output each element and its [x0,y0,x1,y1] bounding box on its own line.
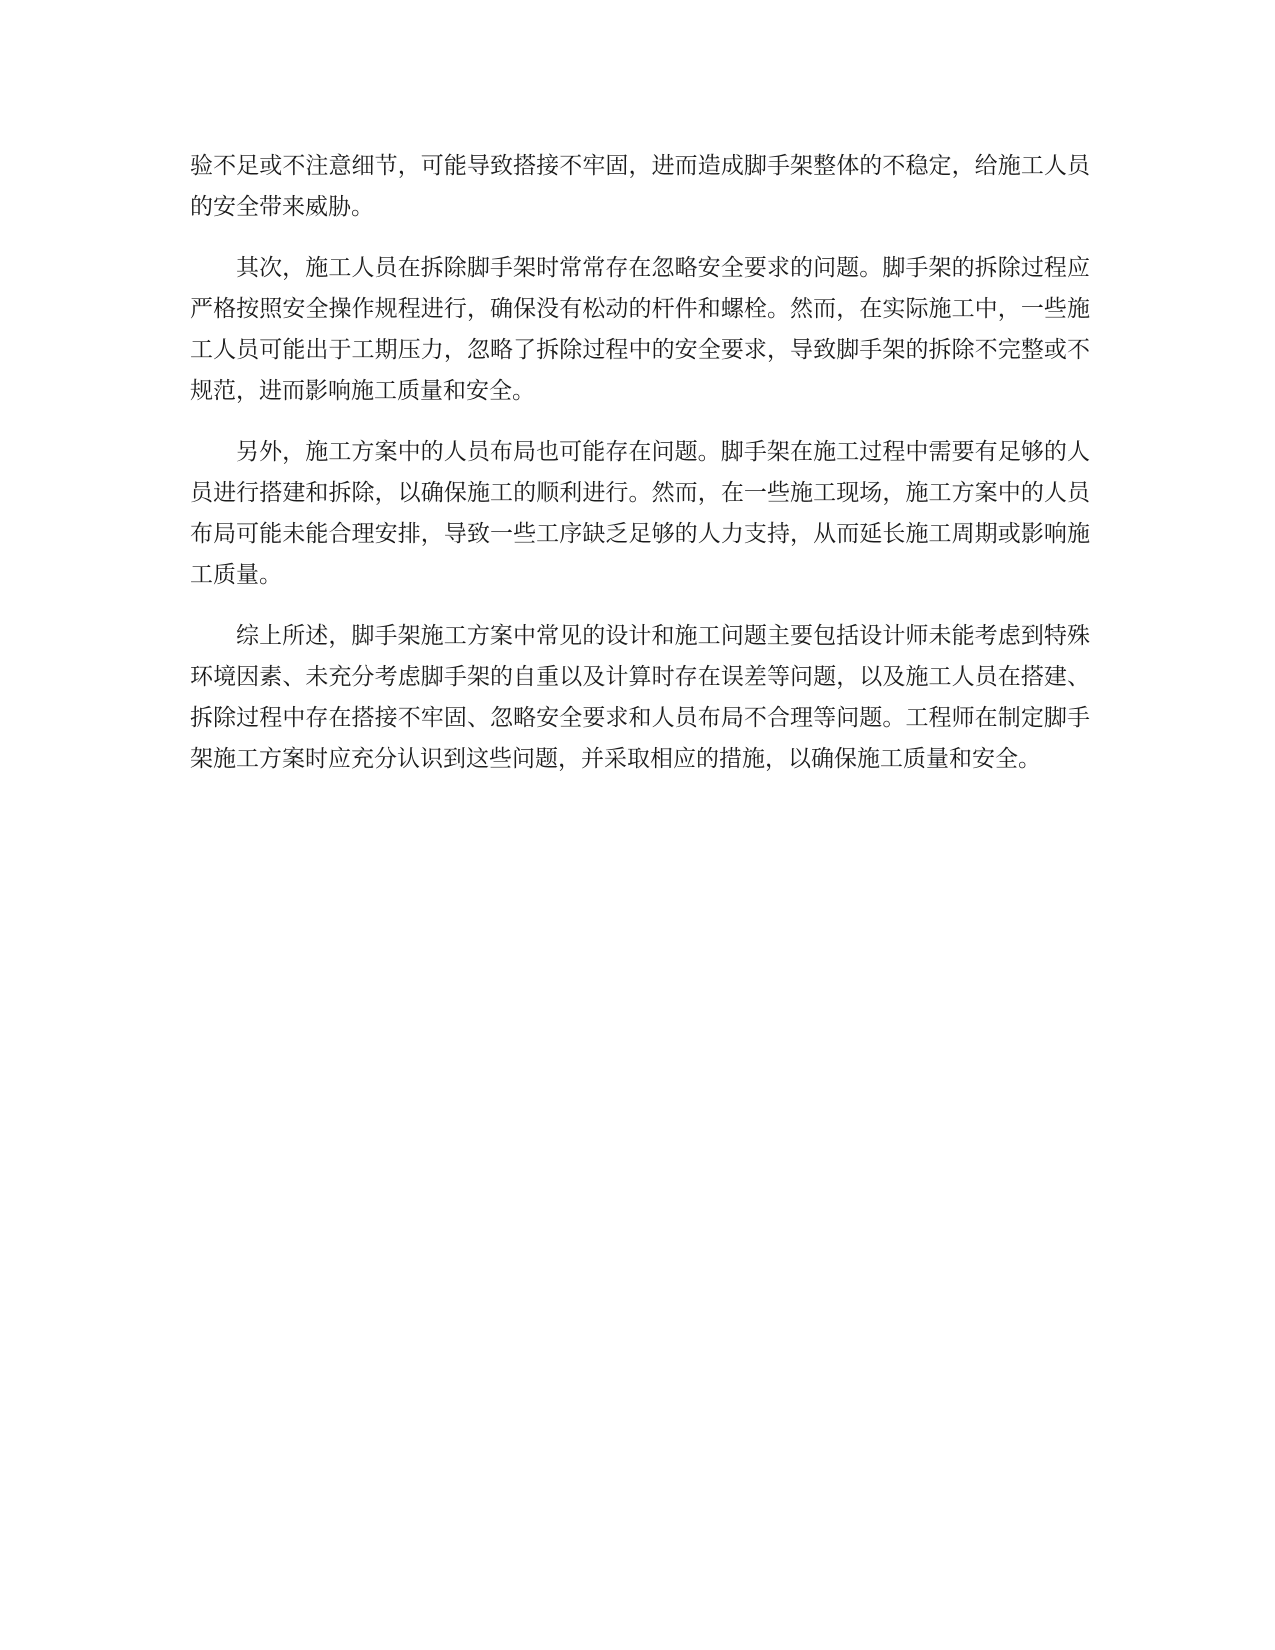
document-body [190,146,1090,800]
paragraph-dismantling-issues: 其次，施工人员在拆除脚手架时常常存在忽略安全要求的问题。脚手架的拆除过程应严格按照安全操作规程进行，确保没有松动的杆件和螺栓。然而，在实际施工中，一些施工人员可能出于工期压力，忽略了拆除过程中的安全要求，导致脚手架的拆除不完整或不规范，进而影响施工质量和安全。 [190,255,1090,404]
paragraph-continuation: 验不足或不注意细节，可能导致搭接不牢固，进而造成脚手架整体的不稳定，给施工人员的安全带来威胁。 [190,153,1090,220]
paragraph-summary: 综上所述，脚手架施工方案中常见的设计和施工问题主要包括设计师未能考虑到特殊环境因素、未充分考虑脚手架的自重以及计算时存在误差等问题，以及施工人员在搭建、拆除过程中存在搭接不牢固、忽略安全要求和人员布局不合理等问题。工程师在制定脚手架施工方案时应充分认识到这些问题，并采取相应的措施，以确保施工质量和安全。 [190,623,1090,772]
paragraph-staffing-issues: 另外，施工方案中的人员布局也可能存在问题。脚手架在施工过程中需要有足够的人员进行搭建和拆除，以确保施工的顺利进行。然而，在一些施工现场，施工方案中的人员布局可能未能合理安排，导致一些工序缺乏足够的人力支持，从而延长施工周期或影响施工质量。 [190,439,1090,588]
